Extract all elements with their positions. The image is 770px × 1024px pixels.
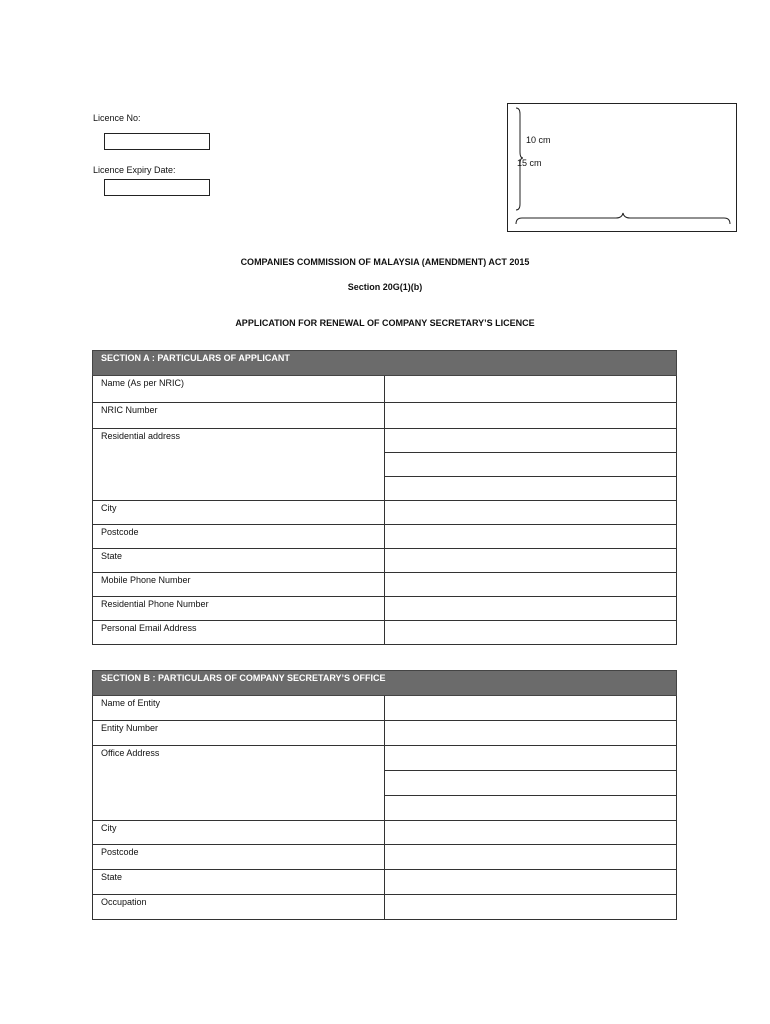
office-address-line-2[interactable] <box>385 771 677 796</box>
entity-number-label: Entity Number <box>93 721 385 746</box>
licence-expiry-label: Licence Expiry Date: <box>93 165 176 175</box>
act-title: COMPANIES COMMISSION OF MALAYSIA (AMENDMENT) ACT 2015 <box>240 257 530 267</box>
photo-height-label: 10 cm <box>526 135 551 145</box>
mobile-phone-field[interactable] <box>385 573 677 597</box>
state-label: State <box>93 549 385 573</box>
residential-phone-field[interactable] <box>385 597 677 621</box>
city-field[interactable] <box>385 501 677 525</box>
entity-name-label: Name of Entity <box>93 696 385 721</box>
section-b-table <box>92 670 677 920</box>
occupation-field[interactable] <box>385 895 677 920</box>
licence-no-input[interactable] <box>104 133 210 150</box>
state-field[interactable] <box>385 549 677 573</box>
photo-width-label: 15 cm <box>517 158 542 168</box>
section-reference: Section 20G(1)(b) <box>347 282 423 292</box>
office-city-label: City <box>93 821 385 845</box>
postcode-label: Postcode <box>93 525 385 549</box>
licence-no-label: Licence No: <box>93 113 141 123</box>
occupation-label: Occupation <box>93 895 385 920</box>
section-b-heading: SECTION B : PARTICULARS OF COMPANY SECRETARY’S OFFICE <box>93 671 677 696</box>
postcode-field[interactable] <box>385 525 677 549</box>
photo-dimension-brackets-icon <box>508 104 736 231</box>
photo-box <box>507 103 737 232</box>
nric-label: NRIC Number <box>93 403 385 429</box>
city-label: City <box>93 501 385 525</box>
office-address-label: Office Address <box>93 746 385 821</box>
section-a-table <box>92 350 677 645</box>
personal-email-field[interactable] <box>385 621 677 645</box>
office-city-field[interactable] <box>385 821 677 845</box>
application-title: APPLICATION FOR RENEWAL OF COMPANY SECRETARY’S LICENCE <box>235 318 535 328</box>
mobile-phone-label: Mobile Phone Number <box>93 573 385 597</box>
office-state-label: State <box>93 870 385 895</box>
name-field[interactable] <box>385 376 677 403</box>
residential-address-line-2[interactable] <box>385 453 677 477</box>
personal-email-label: Personal Email Address <box>93 621 385 645</box>
office-postcode-field[interactable] <box>385 845 677 870</box>
residential-address-label: Residential address <box>93 429 385 501</box>
residential-address-line-1[interactable] <box>385 429 677 453</box>
entity-name-field[interactable] <box>385 696 677 721</box>
residential-phone-label: Residential Phone Number <box>93 597 385 621</box>
name-label: Name (As per NRIC) <box>93 376 385 403</box>
office-postcode-label: Postcode <box>93 845 385 870</box>
entity-number-field[interactable] <box>385 721 677 746</box>
nric-field[interactable] <box>385 403 677 429</box>
residential-address-line-3[interactable] <box>385 477 677 501</box>
office-state-field[interactable] <box>385 870 677 895</box>
licence-expiry-input[interactable] <box>104 179 210 196</box>
office-address-line-3[interactable] <box>385 796 677 821</box>
section-a-heading: SECTION A : PARTICULARS OF APPLICANT <box>93 351 677 376</box>
office-address-line-1[interactable] <box>385 746 677 771</box>
